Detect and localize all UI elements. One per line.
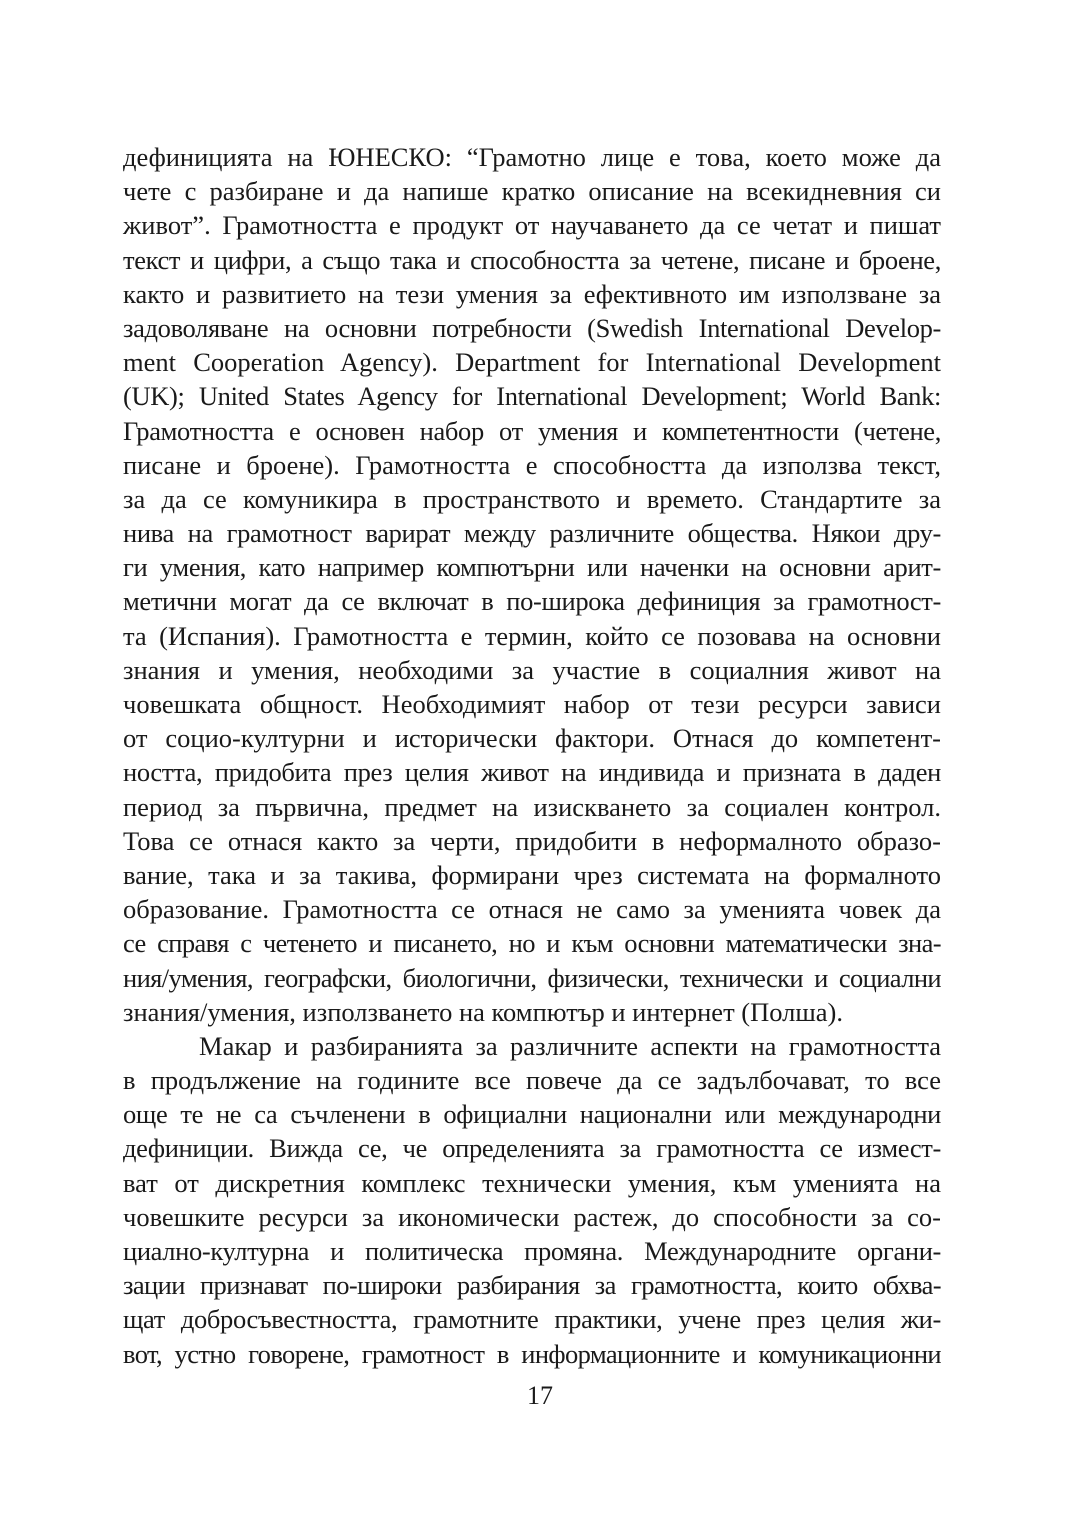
- text-line: текст и цифри, а също така и способността за четене, писане и броене,: [123, 244, 941, 275]
- text-line: още те не са съчленени в официални национални или международни: [123, 1099, 941, 1130]
- text-line: от социо-културни и исторически фактори. Отнася до компетент-: [123, 723, 941, 754]
- paragraph-1: [123, 140, 941, 1029]
- page-number: 17: [527, 1381, 553, 1410]
- text-line: период за първична, предмет на изискването за социален контрол.: [123, 791, 941, 822]
- text-line: вот, устно говорене, грамотност в информационните и комуникационни: [123, 1338, 941, 1369]
- text-line: дефиниции. Вижда се, че определенията за грамотността се измест-: [123, 1133, 941, 1164]
- text-line: ността, придобита през целия живот на индивида и призната в даден: [123, 757, 941, 788]
- text-line: Грамотността е основен набор от умения и компетентности (четене,: [123, 415, 941, 446]
- text-line: човешките ресурси за икономически растеж, до способности за со-: [123, 1201, 941, 1232]
- text-line: чете с разбиране и да напише кратко описание на всекидневния си: [123, 176, 941, 207]
- text-line: знания и умения, необходими за участие в социалния живот на: [123, 654, 941, 685]
- text-line: задоволяване на основни потребности (Swedish International Develop-: [123, 312, 941, 343]
- text-line: както и развитието на тези умения за ефективното им използване за: [123, 278, 941, 309]
- text-line: зации признават по-широки разбирания за грамотността, които обхва-: [123, 1270, 941, 1301]
- text-line: човешката общност. Необходимият набор от тези ресурси зависи: [123, 689, 941, 719]
- text-line: ги умения, като например компютърни или наченки на основни арит-: [123, 552, 941, 583]
- text-line: метични могат да се включат в по-широка дефиниция за грамотност-: [123, 586, 941, 617]
- text-line: живот”. Грамотността е продукт от научаването да се четат и пишат: [123, 210, 941, 241]
- text-line: ment Cooperation Agency). Department for International Development: [123, 347, 941, 378]
- text-line: вание, така и за такива, формирани чрез системата на формалното: [123, 859, 941, 890]
- text-line: знания/умения, използването на компютър и интернет (Полша).: [123, 996, 843, 1027]
- body-text: [123, 140, 941, 1371]
- text-line: се справя с четенето и писането, но и към основни математически зна-: [123, 928, 941, 959]
- text-line: за да се комуникира в пространството и времето. Стандартите за: [123, 483, 941, 514]
- text-line: нива на грамотност варират между различните общества. Някои дру-: [123, 518, 941, 549]
- text-line: дефиницията на ЮНЕСКО: “Грамотно лице е това, което може да: [123, 142, 941, 172]
- text-line: писане и броене). Грамотността е способността да използва текст,: [123, 449, 941, 480]
- paragraph-2: [123, 1029, 941, 1371]
- text-line: Макар и разбиранията за различните аспекти на грамотността: [199, 1030, 941, 1061]
- text-line: циално-културна и политическа промяна. Международните органи-: [123, 1236, 941, 1266]
- text-line: в продължение на годините все повече да се задълбочават, то все: [123, 1065, 941, 1096]
- text-line: Това се отнася както за черти, придобити в неформалното образо-: [123, 825, 941, 856]
- text-line: та (Испания). Грамотността е термин, който се позовава на основни: [123, 620, 941, 651]
- text-line: щат добросъвестността, грамотните практики, учене през целия жи-: [123, 1304, 941, 1335]
- text-line: (UK); United States Agency for International Development; World Bank:: [123, 381, 941, 412]
- text-line: образование. Грамотността се отнася не само за уменията човек да: [123, 894, 941, 925]
- text-line: ния/умения, географски, биологични, физически, технически и социални: [123, 962, 941, 993]
- text-line: ват от дискретния комплекс технически умения, към уменията на: [123, 1167, 941, 1198]
